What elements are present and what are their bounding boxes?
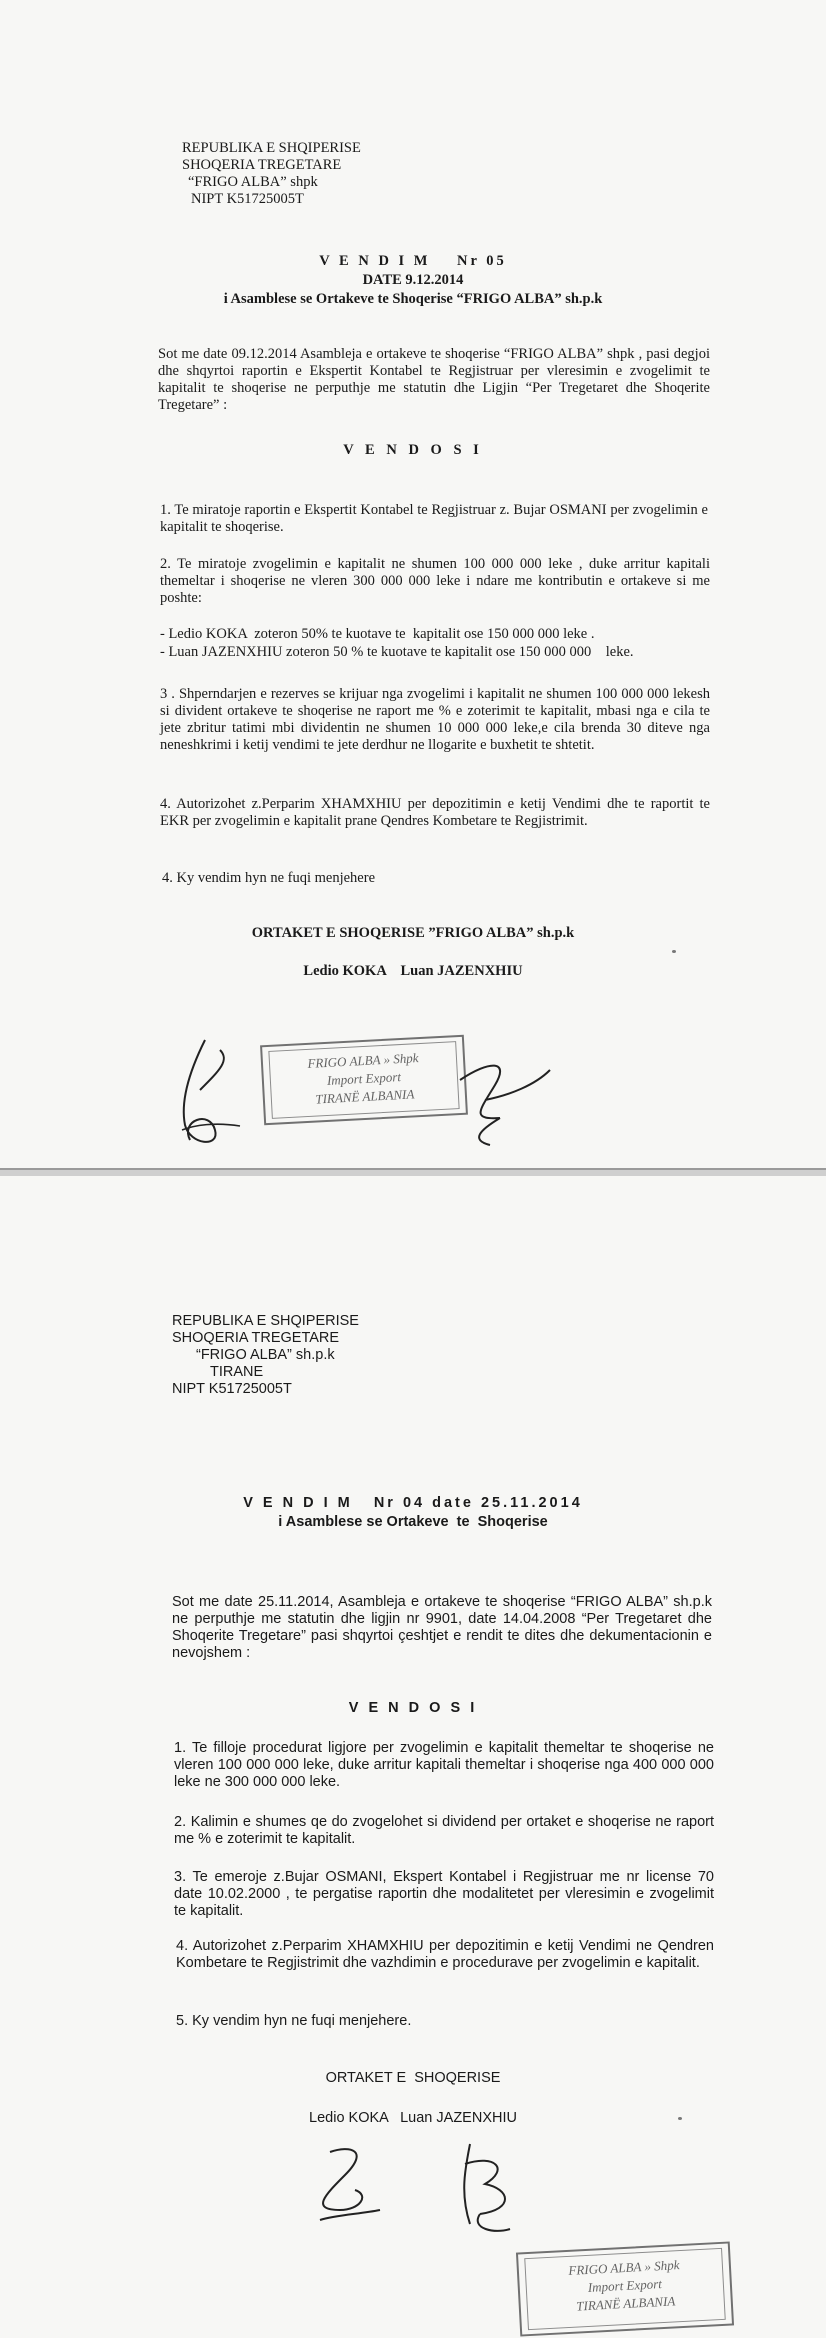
- company-header: [182, 140, 542, 208]
- decision-item-5: 4. Ky vendim hyn ne fuqi menjehere: [162, 870, 376, 886]
- decision-item-5: 5. Ky vendim hyn ne fuqi menjehere.: [176, 2013, 412, 2029]
- decision-number: V E N D I M Nr 04 date 25.11.2014: [243, 1495, 583, 1511]
- signatories-heading: ORTAKET E SHOQERISE: [325, 2070, 501, 2086]
- company-stamp: [260, 1035, 468, 1126]
- handwritten-signature-1: [300, 2140, 390, 2235]
- stamp-line: FRIGO ALBA » Shpk: [568, 2257, 680, 2278]
- header-line: SHOQERIA TREGETARE: [172, 1330, 340, 1346]
- signatory-names: Ledio KOKA Luan JAZENXHIU: [303, 963, 523, 979]
- header-line: SHOQERIA TREGETARE: [182, 157, 342, 173]
- decision-item-4: 4. Autorizohet z.Perparim XHAMXHIU per depozitimin e ketij Vendimi ne Qendren Kombetare te Regjistrimit dhe vazhdimin e procedurave per zvogelimin e kapitalit.: [176, 1938, 714, 1971]
- header-line: “FRIGO ALBA” sh.p.k: [196, 1347, 335, 1363]
- decision-item-4: 4. Autorizohet z.Perparim XHAMXHIU per depozitimin e ketij Vendimi dhe te raportit te EKR per zvogelimin e kapitalit prane Qendres Kombetare te Regjistrimit.: [160, 796, 710, 829]
- page-divider: [0, 1168, 826, 1170]
- company-header: [172, 1313, 532, 1398]
- scan-speck: [678, 2117, 682, 2120]
- header-line: “FRIGO ALBA” shpk: [188, 174, 318, 190]
- scan-speck: [672, 950, 676, 953]
- decision-number: V E N D I M Nr 05: [319, 253, 507, 269]
- signatory-names: Ledio KOKA Luan JAZENXHIU: [309, 2110, 517, 2126]
- shareholder-line-2: - Luan JAZENXHIU zoteron 50 % te kuotave te kapitalit ose 150 000 000 leke.: [160, 644, 634, 660]
- stamp-line: FRIGO ALBA » Shpk: [307, 1050, 419, 1071]
- decides-heading: V E N D O S I: [348, 1700, 478, 1716]
- handwritten-signature-2: [440, 2134, 530, 2244]
- decision-subtitle: i Asamblese se Ortakeve te Shoqerise: [278, 1514, 548, 1530]
- stamp-line: TIRANË ALBANIA: [315, 1086, 415, 1107]
- intro-paragraph: Sot me date 25.11.2014, Asambleja e ortakeve te shoqerise “FRIGO ALBA” sh.p.k ne perputhje me statutin dhe ligjin nr 9901, date 14.04.2008 “Per Tregetaret dhe Shoqerite Tregetare” pasi shqyrtoi çeshtjet e rendit te dites dhe dekumentacionin e nevojshem :: [172, 1594, 712, 1661]
- header-line: REPUBLIKA E SHQIPERISE: [172, 1313, 359, 1329]
- header-line: TIRANE: [210, 1364, 264, 1380]
- signatories-heading: ORTAKET E SHOQERISE ”FRIGO ALBA” sh.p.k: [251, 925, 575, 941]
- stamp-line: Import Export: [587, 2276, 663, 2295]
- decision-title: [0, 1494, 826, 1532]
- decision-item-2: 2. Kalimin e shumes qe do zvogelohet si dividend per ortaket e shoqerise ne raport me % e zoterimit te kapitalit.: [174, 1814, 714, 1847]
- stamp-line: TIRANË ALBANIA: [575, 2293, 676, 2314]
- handwritten-signature-2: [440, 1040, 560, 1150]
- stamp-line: Import Export: [326, 1069, 402, 1088]
- decision-item-2: 2. Te miratoje zvogelimin e kapitalit ne shumen 100 000 000 leke , duke arritur kapitali themeltar i shoqerise ne vleren 300 000 000 leke i ndare me kontributin e ortakeve si me poshte:: [160, 556, 710, 606]
- decision-date: DATE 9.12.2014: [362, 272, 464, 288]
- header-line: NIPT K51725005T: [172, 1381, 292, 1397]
- decision-item-1: 1. Te filloje procedurat ligjore per zvogelimin e kapitalit themeltar te shoqerise ne vleren 100 000 000 leke, duke arritur kapitali themeltar i shoqerise nga 400 000 000 leke ne 300 000 000 leke.: [174, 1740, 714, 1790]
- header-line: REPUBLIKA E SHQIPERISE: [182, 140, 361, 156]
- decision-title: [0, 252, 826, 309]
- header-line: NIPT K51725005T: [191, 191, 304, 207]
- decides-heading: V E N D O S I: [343, 442, 483, 458]
- company-stamp: [516, 2241, 734, 2336]
- decision-subtitle: i Asamblese se Ortakeve te Shoqerise “FRIGO ALBA” sh.p.k: [223, 291, 603, 307]
- decision-item-3: 3. Te emeroje z.Bujar OSMANI, Ekspert Kontabel i Regjistruar me nr license 70 date 10.02.2000 , te pergatise raportin dhe modalitetet per vleresimin e zvogelimit te kapitalit.: [174, 1869, 714, 1919]
- decision-item-1: 1. Te miratoje raportin e Ekspertit Kontabel te Regjistruar z. Bujar OSMANI per zvogelimin e kapitalit te shoqerise.: [160, 502, 708, 535]
- handwritten-signature-1: [160, 1030, 270, 1160]
- intro-paragraph: Sot me date 09.12.2014 Asambleja e ortakeve te shoqerise “FRIGO ALBA” shpk , pasi degjoi dhe shqyrtoi raportin e Ekspertit Kontabel te Regjistruar per vleresimin e zvogelimit te kapitalit te shoqerise ne perputhje me statutin dhe Ligjin “Per Tregetaret dhe Shoqerite Tregetare” :: [158, 346, 710, 413]
- decision-item-3: 3 . Shperndarjen e rezerves se krijuar nga zvogelimi i kapitalit ne shumen 100 000 000 lekesh si divident ortakeve te shoqerise ne raport me % e zoterimit te kapitalit, mbasi nga e cila te jete zbritur tatimi mbi dividentin ne shumen 10 000 000 leke,e cila brenda 30 diteve nga neneshkrimi i ketij vendimi te jete derdhur ne llogarite e buxhetit te shtetit.: [160, 686, 710, 753]
- shareholder-line-1: - Ledio KOKA zoteron 50% te kuotave te kapitalit ose 150 000 000 leke .: [160, 626, 595, 642]
